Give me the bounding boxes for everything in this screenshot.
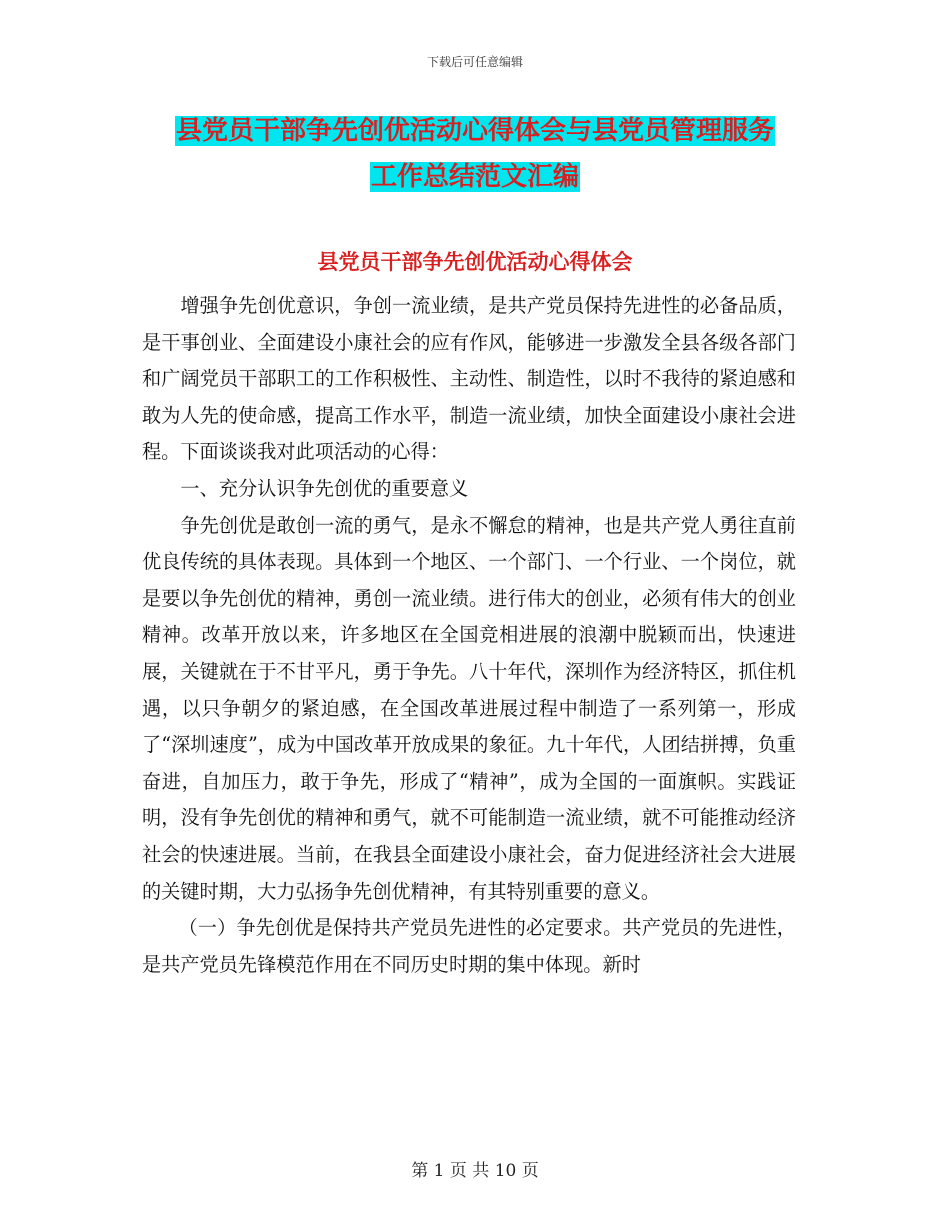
document-title xyxy=(150,108,800,200)
page-header: 下载后可任意编辑 xyxy=(426,55,523,69)
paragraph-point-1: （一）争先创优是保持共产党员先进性的必定要求。共产党员的先进性，是共产党员先锋模范作用在不同历史时期的集中体现。新时 xyxy=(142,916,796,976)
title-line-2: 工作总结范文汇编 xyxy=(370,162,579,192)
section-title: 县党员干部争先创优活动心得体会 xyxy=(317,250,633,274)
title-line-1: 县党员干部争先创优活动心得体会与县党员管理服务 xyxy=(175,116,774,146)
section-heading: 一、充分认识争先创优的重要意义 xyxy=(180,476,469,500)
document-body xyxy=(142,288,796,983)
page-footer: 第 1 页 共 10 页 xyxy=(411,1161,539,1181)
paragraph-intro: 增强争先创优意识，争创一流业绩，是共产党员保持先进性的必备品质，是干事创业、全面建设小康社会的应有作风，能够进一步激发全县各级各部门和广阔党员干部职工的工作积极性、主动性、制造性，以时不我待的紧迫感和敢为人先的使命感，提高工作水平，制造一流业绩，加快全面建设小康社会进程。下面谈谈我对此项活动的心得： xyxy=(142,294,796,464)
paragraph-significance: 争先创优是敢创一流的勇气，是永不懈怠的精神，也是共产党人勇往直前优良传统的具体表现。具体到一个地区、一个部门、一个行业、一个岗位，就是要以争先创优的精神，勇创一流业绩。进行伟大的创业，必须有伟大的创业精神。改革开放以来，许多地区在全国竞相进展的浪潮中脱颖而出，快速进展，关键就在于不甘平凡，勇于争先。八十年代，深圳作为经济特区，抓住机遇，以只争朝夕的紧迫感，在全国改革进展过程中制造了一系列第一，形成了“深圳速度”，成为中国改革开放成果的象征。九十年代，人团结拼搏，负重奋进，自加压力，敢于争先，形成了“精神”，成为全国的一面旗帜。实践证明，没有争先创优的精神和勇气，就不可能制造一流业绩，就不可能推动经济社会的快速进展。当前，在我县全面建设小康社会，奋力促进经济社会大进展的关键时期，大力弘扬争先创优精神，有其特别重要的意义。 xyxy=(142,513,796,903)
